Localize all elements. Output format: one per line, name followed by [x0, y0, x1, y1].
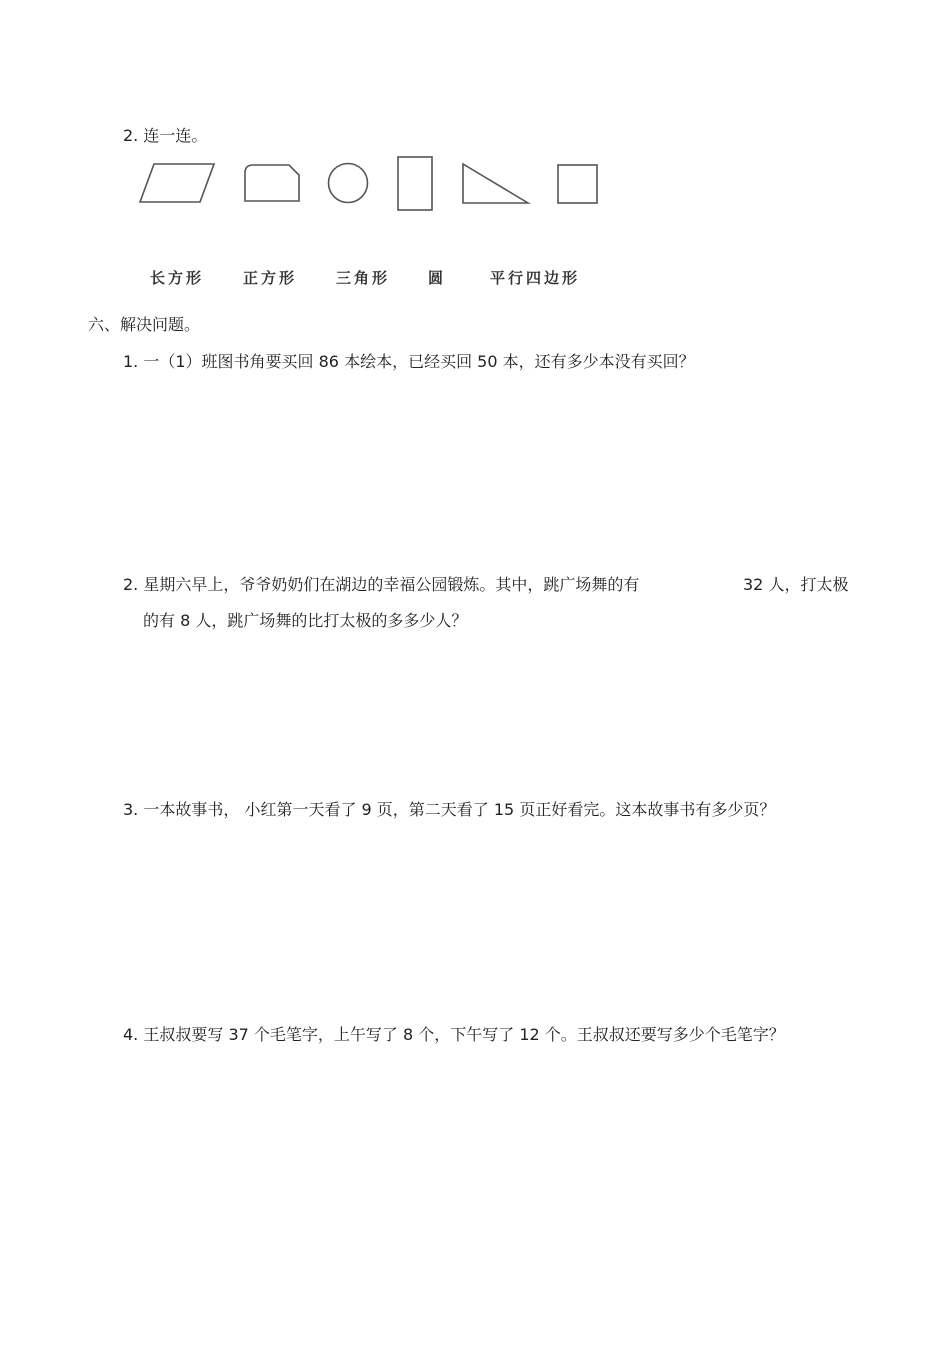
- label-square: 正方形: [243, 269, 298, 287]
- square-icon: [556, 163, 600, 205]
- problem-2-line-1a: 2. 星期六早上，爷爷奶奶们在湖边的幸福公园锻炼。其中，跳广场舞的有: [123, 575, 640, 594]
- label-rectangle: 长方形: [150, 269, 205, 287]
- problem-2-line-2: 的有 8 人，跳广场舞的比打太极的多多少人？: [143, 611, 468, 630]
- section-heading: 六、解决问题。: [88, 315, 201, 334]
- problem-4: 4. 王叔叔要写 37 个毛笔字，上午写了 8 个，下午写了 12 个。王叔叔还要写多少个毛笔字？: [123, 1025, 785, 1044]
- match-question-title: 2. 连一连。: [123, 126, 208, 145]
- circle-icon: [326, 162, 370, 204]
- parallelogram-icon: [138, 162, 216, 204]
- problem-3: 3. 一本故事书， 小红第一天看了 9 页，第二天看了 15 页正好看完。这本故事书有多少页？: [123, 800, 776, 819]
- tall-rectangle-icon: [396, 155, 436, 213]
- cut-corner-rectangle-icon: [243, 163, 301, 203]
- label-triangle: 三角形: [336, 269, 391, 287]
- problem-2-line-1b: 32 人，打太极: [743, 575, 849, 594]
- label-parallelogram: 平行四边形: [490, 269, 581, 287]
- label-circle: 圆: [428, 269, 447, 287]
- right-triangle-icon: [461, 162, 531, 206]
- problem-1: 1. 一（1）班图书角要买回 86 本绘本，已经买回 50 本，还有多少本没有买回？: [123, 352, 695, 371]
